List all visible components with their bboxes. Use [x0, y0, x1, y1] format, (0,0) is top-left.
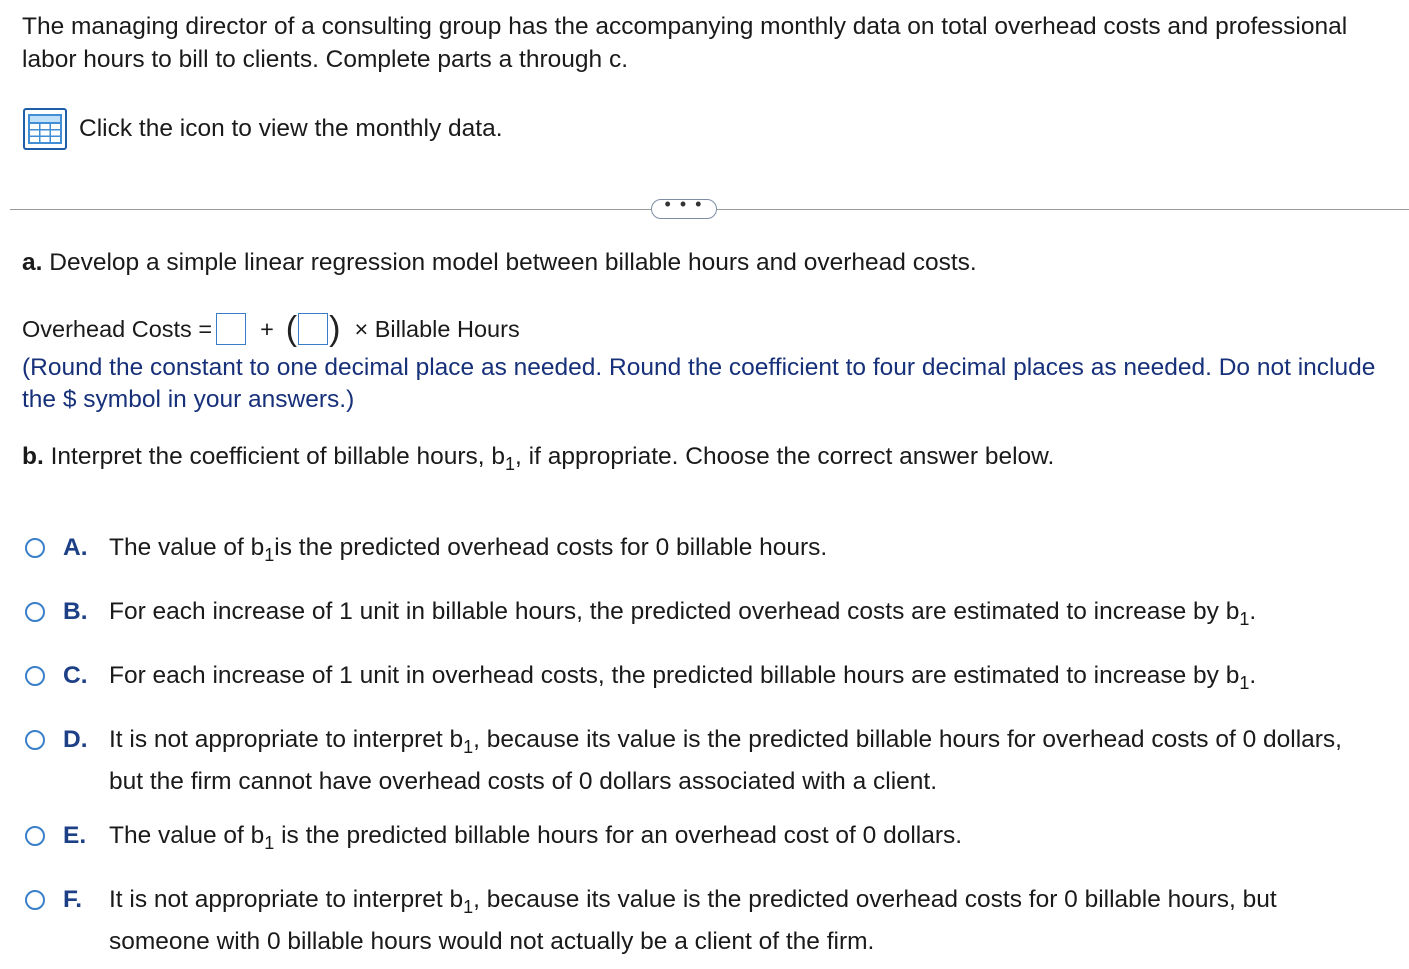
answer-option-e[interactable]: [25, 815, 1369, 857]
option-letter: D.: [63, 726, 88, 753]
view-data-text[interactable]: Click the icon to view the monthly data.: [79, 115, 503, 142]
radio-button[interactable]: [25, 826, 45, 846]
part-a-text: Develop a simple linear regression model between billable hours and overhead costs.: [49, 249, 977, 276]
radio-button[interactable]: [25, 666, 45, 686]
option-text: The value of $b_1is$ the predicted overhead costs for 0 billable hours.: [109, 534, 828, 565]
rounding-instructions: (Round the constant to one decimal place as needed. Round the coefficient to four decimal places as needed. Do not include the $ symbol in your answers.): [22, 354, 1376, 413]
part-b-text-post: , if appropriate. Choose the correct answer below.: [515, 443, 1055, 470]
option-text: For each increase of 1 unit in billable hours, the predicted overhead costs are estimated to increase by $b_1$.: [109, 598, 1257, 629]
radio-button[interactable]: [25, 602, 45, 622]
option-text: It is not appropriate to interpret $b_1$, because its value is the predicted overhead costs for 0 billable hours, but someone with 0 billable hours would not actually be a client of the firm.: [109, 886, 1277, 955]
expand-ellipsis-button[interactable]: • • •: [651, 199, 717, 219]
equation-plus: +: [260, 315, 274, 342]
radio-button[interactable]: [25, 538, 45, 558]
answer-option-c[interactable]: [25, 655, 1369, 697]
part-b-subscript: 1: [505, 454, 516, 474]
option-letter: A.: [63, 534, 88, 561]
close-paren: ): [329, 310, 341, 348]
part-b-text-pre: Interpret the coefficient of billable hours, b: [50, 443, 506, 470]
option-letter: B.: [63, 598, 88, 625]
answer-option-a[interactable]: [25, 527, 1369, 569]
option-text: The value of $b_1$ is the predicted billable hours for an overhead cost of 0 dollars.: [109, 822, 963, 853]
part-b-label: b.: [22, 443, 44, 470]
option-letter: C.: [63, 662, 88, 689]
part-a-question: [22, 249, 977, 277]
open-paren: (: [285, 310, 298, 348]
option-letter: E.: [63, 822, 87, 849]
radio-button[interactable]: [25, 890, 45, 910]
problem-statement: The managing director of a consulting group has the accompanying monthly data on total overhead costs and professional labor hours to bill to clients. Complete parts a through c.: [22, 13, 1348, 73]
part-a-label: a.: [22, 249, 43, 276]
option-text: For each increase of 1 unit in overhead costs, the predicted billable hours are estimated to increase by $b_1$.: [109, 662, 1257, 693]
answer-option-b[interactable]: [25, 591, 1369, 633]
answer-option-d[interactable]: [25, 719, 1369, 803]
regression-equation: [22, 311, 520, 347]
option-letter: F.: [63, 886, 83, 913]
answer-option-f[interactable]: [25, 879, 1369, 963]
view-data-link[interactable]: [23, 108, 503, 150]
equation-lhs: Overhead Costs =: [22, 315, 213, 342]
option-text: It is not appropriate to interpret $b_1$, because its value is the predicted billable hours for overhead costs of 0 dollars, but the firm cannot have overhead costs of 0 dollars associated with a client.: [109, 726, 1342, 795]
table-icon[interactable]: [23, 108, 67, 150]
constant-input[interactable]: [216, 313, 246, 345]
table-grid-icon: [28, 114, 62, 144]
part-b-question: [22, 443, 1055, 474]
equation-rhs: × Billable Hours: [354, 315, 520, 342]
radio-button[interactable]: [25, 730, 45, 750]
coefficient-input[interactable]: [298, 313, 328, 345]
